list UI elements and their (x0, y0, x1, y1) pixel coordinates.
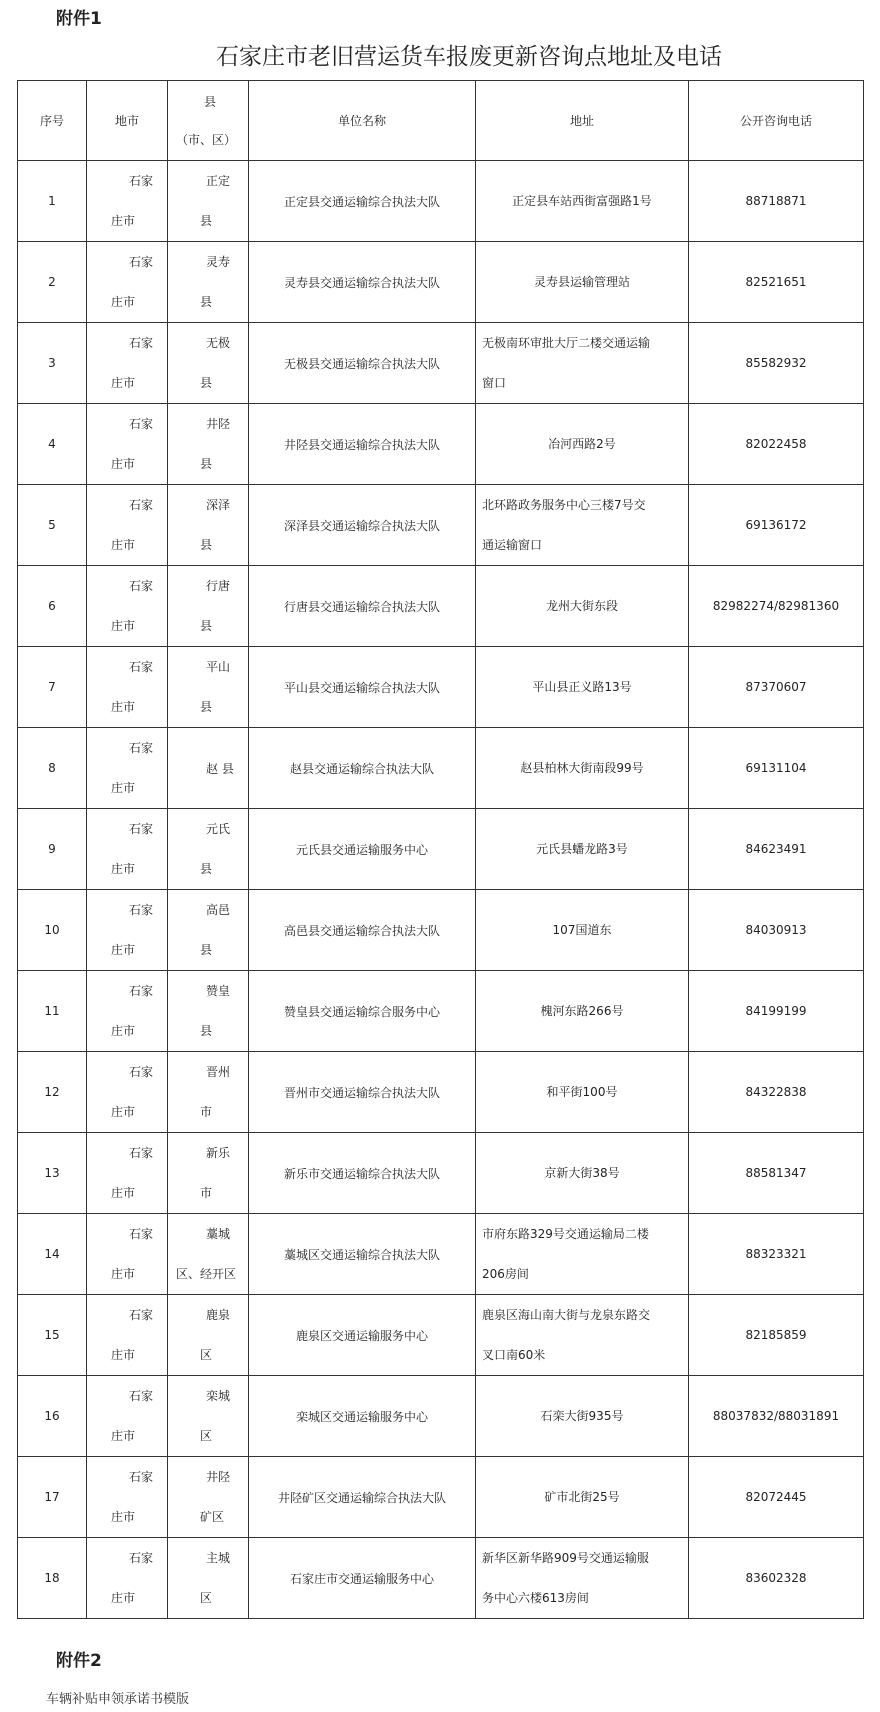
header-phone: 公开咨询电话 (689, 81, 864, 161)
cell-unit: 石家庄市交通运输服务中心 (249, 1538, 476, 1619)
address-line2: 206房间 (482, 1267, 529, 1281)
cell-city (87, 1457, 168, 1538)
county-line1: 井陉 (206, 1470, 231, 1484)
table-row (18, 1538, 864, 1619)
address-line1: 矿市北街25号 (544, 1490, 620, 1504)
address-line1: 灵寿县运输管理站 (533, 275, 630, 289)
cell-index: 14 (18, 1214, 87, 1295)
cell-city (87, 485, 168, 566)
cell-address (476, 485, 689, 566)
city-line2: 庄市 (111, 1024, 136, 1038)
city-line1: 石家 (129, 579, 154, 593)
header-index: 序号 (18, 81, 87, 161)
county-line2: 区 (200, 1429, 213, 1443)
cell-phone: 88323321 (689, 1214, 864, 1295)
cell-address (476, 1376, 689, 1457)
cell-index: 16 (18, 1376, 87, 1457)
cell-index: 11 (18, 971, 87, 1052)
city-line2: 庄市 (111, 1267, 136, 1281)
city-line1: 石家 (129, 660, 154, 674)
cell-city (87, 1214, 168, 1295)
address-line1: 石栾大街935号 (540, 1409, 624, 1423)
county-line1: 晋州 (206, 1065, 231, 1079)
city-line1: 石家 (129, 741, 154, 755)
address-line1: 市府东路329号交通运输局二楼 (482, 1227, 649, 1241)
cell-index: 10 (18, 890, 87, 971)
table-row (18, 1376, 864, 1457)
table-row (18, 728, 864, 809)
cell-county (168, 1457, 249, 1538)
cell-address (476, 1457, 689, 1538)
cell-phone: 69136172 (689, 485, 864, 566)
cell-city (87, 404, 168, 485)
county-line2: 县 (200, 862, 213, 876)
cell-address (476, 323, 689, 404)
cell-unit: 深泽县交通运输综合执法大队 (249, 485, 476, 566)
header-row (18, 81, 864, 161)
city-line1: 石家 (129, 984, 154, 998)
cell-city (87, 1052, 168, 1133)
cell-unit: 灵寿县交通运输综合执法大队 (249, 242, 476, 323)
cell-unit: 新乐市交通运输综合执法大队 (249, 1133, 476, 1214)
address-line2: 叉口南60米 (482, 1348, 546, 1362)
header-county-line2: （市、区） (176, 132, 237, 147)
cell-county (168, 242, 249, 323)
cell-address (476, 404, 689, 485)
city-line2: 庄市 (111, 619, 136, 633)
cell-index: 6 (18, 566, 87, 647)
county-line2: 县 (200, 457, 213, 471)
header-city: 地市 (87, 81, 168, 161)
cell-unit: 无极县交通运输综合执法大队 (249, 323, 476, 404)
county-line1: 正定 (206, 174, 231, 188)
county-line1: 鹿泉 (206, 1308, 231, 1322)
cell-county (168, 404, 249, 485)
cell-index: 13 (18, 1133, 87, 1214)
county-line1: 栾城 (206, 1389, 231, 1403)
county-line1: 赵 县 (206, 761, 234, 776)
cell-unit: 栾城区交通运输服务中心 (249, 1376, 476, 1457)
cell-county (168, 161, 249, 242)
county-line2: 区 (200, 1591, 213, 1605)
cell-index: 5 (18, 485, 87, 566)
cell-phone: 88581347 (689, 1133, 864, 1214)
city-line1: 石家 (129, 255, 154, 269)
address-line1: 鹿泉区海山南大街与龙泉东路交 (482, 1308, 651, 1322)
city-line1: 石家 (129, 1389, 154, 1403)
cell-city (87, 323, 168, 404)
county-line2: 县 (200, 376, 213, 390)
cell-county (168, 809, 249, 890)
cell-county (168, 1295, 249, 1376)
cell-unit: 晋州市交通运输综合执法大队 (249, 1052, 476, 1133)
cell-index: 7 (18, 647, 87, 728)
cell-phone: 82521651 (689, 242, 864, 323)
county-line1: 灵寿 (206, 255, 231, 269)
cell-phone: 84030913 (689, 890, 864, 971)
attachment-2-label: 附件2 (56, 1651, 102, 1671)
county-line2: 矿区 (200, 1510, 225, 1524)
cell-county (168, 1214, 249, 1295)
cell-index: 3 (18, 323, 87, 404)
table-row (18, 404, 864, 485)
city-line1: 石家 (129, 174, 154, 188)
header-address: 地址 (476, 81, 689, 161)
city-line2: 庄市 (111, 457, 136, 471)
header-county-line1: 县 (204, 94, 217, 109)
cell-phone: 82022458 (689, 404, 864, 485)
cell-unit: 井陉矿区交通运输综合执法大队 (249, 1457, 476, 1538)
table-row (18, 647, 864, 728)
cell-phone: 84199199 (689, 971, 864, 1052)
city-line2: 庄市 (111, 862, 136, 876)
table-row (18, 566, 864, 647)
city-line1: 石家 (129, 1227, 154, 1241)
table-row (18, 1457, 864, 1538)
address-line2: 通运输窗口 (482, 538, 543, 552)
table-row (18, 971, 864, 1052)
city-line1: 石家 (129, 1065, 154, 1079)
cell-unit: 鹿泉区交通运输服务中心 (249, 1295, 476, 1376)
cell-index: 17 (18, 1457, 87, 1538)
cell-index: 18 (18, 1538, 87, 1619)
cell-city (87, 1133, 168, 1214)
address-line1: 无极南环审批大厅二楼交通运输 (482, 336, 651, 350)
table-row (18, 323, 864, 404)
table-row (18, 485, 864, 566)
cell-index: 1 (18, 161, 87, 242)
city-line1: 石家 (129, 336, 154, 350)
cell-address (476, 971, 689, 1052)
cell-index: 2 (18, 242, 87, 323)
address-line1: 京新大街38号 (544, 1166, 620, 1180)
cell-address (476, 1214, 689, 1295)
cell-index: 12 (18, 1052, 87, 1133)
city-line2: 庄市 (111, 376, 136, 390)
county-line2: 市 (200, 1186, 213, 1200)
cell-county (168, 323, 249, 404)
table-row (18, 1052, 864, 1133)
county-line2: 县 (200, 700, 213, 714)
city-line1: 石家 (129, 1551, 154, 1565)
cell-county (168, 1376, 249, 1457)
cell-phone: 84322838 (689, 1052, 864, 1133)
county-line1: 元氏 (206, 822, 231, 836)
cell-phone: 88718871 (689, 161, 864, 242)
address-line2: 务中心六楼613房间 (482, 1591, 589, 1605)
cell-unit: 井陉县交通运输综合执法大队 (249, 404, 476, 485)
cell-city (87, 890, 168, 971)
cell-unit: 藁城区交通运输综合执法大队 (249, 1214, 476, 1295)
cell-county (168, 971, 249, 1052)
cell-phone: 88037832/88031891 (689, 1376, 864, 1457)
consultation-table (17, 80, 864, 1619)
table-row (18, 809, 864, 890)
address-line1: 龙州大街东段 (545, 599, 618, 613)
cell-address (476, 1133, 689, 1214)
cell-index: 4 (18, 404, 87, 485)
cell-city (87, 566, 168, 647)
city-line2: 庄市 (111, 1510, 136, 1524)
cell-phone: 83602328 (689, 1538, 864, 1619)
cell-unit: 行唐县交通运输综合执法大队 (249, 566, 476, 647)
cell-index: 15 (18, 1295, 87, 1376)
cell-address (476, 566, 689, 647)
cell-city (87, 161, 168, 242)
cell-city (87, 647, 168, 728)
cell-phone: 69131104 (689, 728, 864, 809)
county-line2: 县 (200, 538, 213, 552)
table-row (18, 1133, 864, 1214)
city-line1: 石家 (129, 822, 154, 836)
cell-unit: 高邑县交通运输综合执法大队 (249, 890, 476, 971)
city-line2: 庄市 (111, 700, 136, 714)
cell-address (476, 809, 689, 890)
cell-index: 9 (18, 809, 87, 890)
cell-county (168, 485, 249, 566)
document-title: 石家庄市老旧营运货车报废更新咨询点地址及电话 (216, 44, 722, 70)
cell-city (87, 971, 168, 1052)
address-line1: 新华区新华路909号交通运输服 (482, 1551, 649, 1565)
address-line1: 元氏县蟠龙路3号 (536, 842, 628, 856)
address-line1: 正定县车站西街富强路1号 (512, 194, 652, 208)
cell-phone: 87370607 (689, 647, 864, 728)
cell-address (476, 1538, 689, 1619)
city-line2: 庄市 (111, 295, 136, 309)
city-line2: 庄市 (111, 1429, 136, 1443)
attachment-1-label: 附件1 (56, 9, 102, 29)
county-line1: 平山 (206, 660, 231, 674)
city-line2: 庄市 (111, 1348, 136, 1362)
cell-address (476, 647, 689, 728)
address-line1: 北环路政务服务中心三楼7号交 (482, 498, 646, 512)
address-line2: 窗口 (482, 376, 507, 390)
cell-unit: 赵县交通运输综合执法大队 (249, 728, 476, 809)
address-line1: 赵县柏林大街南段99号 (520, 761, 644, 775)
city-line1: 石家 (129, 498, 154, 512)
county-line2: 县 (200, 1024, 213, 1038)
county-line2: 区 (200, 1348, 213, 1362)
cell-phone: 84623491 (689, 809, 864, 890)
city-line1: 石家 (129, 1146, 154, 1160)
cell-city (87, 1295, 168, 1376)
attachment-2-note: 车辆补贴申领承诺书模版 (46, 1692, 190, 1707)
county-line1: 赞皇 (206, 984, 231, 998)
cell-phone: 82072445 (689, 1457, 864, 1538)
table-row (18, 1214, 864, 1295)
table-row (18, 890, 864, 971)
city-line1: 石家 (129, 417, 154, 431)
county-line1: 藁城 (206, 1227, 231, 1241)
city-line1: 石家 (129, 1470, 154, 1484)
city-line1: 石家 (129, 1308, 154, 1322)
cell-county (168, 1133, 249, 1214)
cell-county (168, 1538, 249, 1619)
table-row (18, 1295, 864, 1376)
city-line2: 庄市 (111, 943, 136, 957)
cell-city (87, 809, 168, 890)
table-row (18, 161, 864, 242)
cell-address (476, 890, 689, 971)
city-line1: 石家 (129, 903, 154, 917)
city-line2: 庄市 (111, 1591, 136, 1605)
cell-county (168, 647, 249, 728)
cell-city (87, 1376, 168, 1457)
county-line2: 市 (200, 1105, 213, 1119)
county-line1: 行唐 (206, 579, 231, 593)
cell-unit: 元氏县交通运输服务中心 (249, 809, 476, 890)
city-line2: 庄市 (111, 1105, 136, 1119)
cell-address (476, 161, 689, 242)
county-line2: 县 (200, 943, 213, 957)
city-line2: 庄市 (111, 214, 136, 228)
cell-city (87, 728, 168, 809)
cell-city (87, 1538, 168, 1619)
cell-county (168, 728, 249, 809)
county-line2: 县 (200, 295, 213, 309)
cell-phone: 82982274/82981360 (689, 566, 864, 647)
cell-address (476, 1295, 689, 1376)
county-line1: 主城 (206, 1551, 231, 1565)
cell-address (476, 242, 689, 323)
city-line2: 庄市 (111, 1186, 136, 1200)
county-line1: 深泽 (206, 498, 231, 512)
county-line2: 县 (200, 214, 213, 228)
address-line1: 平山县正义路13号 (532, 680, 632, 694)
county-line1: 无极 (206, 336, 231, 350)
cell-unit: 平山县交通运输综合执法大队 (249, 647, 476, 728)
address-line1: 和平街100号 (546, 1085, 618, 1099)
county-line2: 县 (200, 619, 213, 633)
county-line1: 井陉 (206, 417, 231, 431)
table-body (18, 161, 864, 1619)
cell-phone: 82185859 (689, 1295, 864, 1376)
cell-unit: 赞皇县交通运输综合服务中心 (249, 971, 476, 1052)
cell-city (87, 242, 168, 323)
cell-address (476, 1052, 689, 1133)
address-line1: 冶河西路2号 (548, 437, 616, 451)
address-line1: 107国道东 (552, 923, 612, 937)
city-line2: 庄市 (111, 538, 136, 552)
cell-county (168, 1052, 249, 1133)
table-row (18, 242, 864, 323)
cell-index: 8 (18, 728, 87, 809)
cell-county (168, 566, 249, 647)
cell-address (476, 728, 689, 809)
header-unit: 单位名称 (249, 81, 476, 161)
county-line1: 高邑 (206, 903, 231, 917)
city-line2: 庄市 (111, 781, 136, 795)
cell-unit: 正定县交通运输综合执法大队 (249, 161, 476, 242)
cell-phone: 85582932 (689, 323, 864, 404)
county-line2: 区、经开区 (176, 1267, 237, 1281)
header-county (168, 81, 249, 161)
county-line1: 新乐 (206, 1146, 231, 1160)
address-line1: 槐河东路266号 (540, 1004, 624, 1018)
cell-county (168, 890, 249, 971)
